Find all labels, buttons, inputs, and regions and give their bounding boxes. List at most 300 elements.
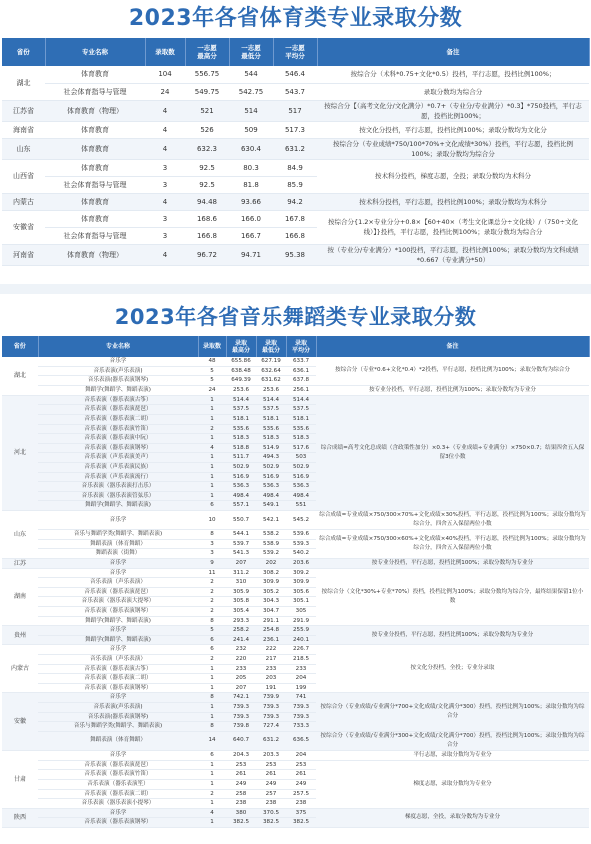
table-row — [2, 66, 589, 83]
note-cell: 按文化分投档，全投；专业分录取 — [316, 645, 589, 693]
note-cell: 梯度志愿，全投，录取分数均为专业分 — [316, 808, 589, 827]
min-score-cell: 727.4 — [256, 722, 286, 732]
max-score-cell: 539.7 — [226, 539, 256, 549]
min-score-cell: 549.1 — [256, 501, 286, 511]
province-cell: 安徽 — [2, 693, 38, 750]
min-score-cell: 542.75 — [229, 83, 273, 100]
min-score-cell: 81.8 — [229, 176, 273, 193]
max-score-cell: 649.39 — [226, 376, 256, 386]
note-cell: 按综合分（文化*30%+专业*70%）投档，投档比例为100%；录取分数均为综合分，最终结果保留1位小数 — [316, 568, 589, 626]
count-cell: 1 — [198, 414, 226, 424]
min-score-cell: 222 — [256, 645, 286, 655]
count-cell: 5 — [198, 626, 226, 636]
min-score-cell: 217 — [256, 655, 286, 665]
avg-score-cell: 94.2 — [273, 193, 317, 210]
avg-score-cell: 498.4 — [286, 491, 316, 501]
note-cell: 按专业分投档，平行志愿，投档比例100%；录取分数均为专业分 — [316, 626, 589, 645]
max-score-cell: 253 — [226, 760, 256, 770]
province-cell: 河南省 — [2, 244, 45, 265]
major-cell: 音乐表演（器乐表演琵琶） — [38, 587, 198, 597]
table-row — [2, 760, 589, 770]
min-score-cell: 631.62 — [256, 376, 286, 386]
avg-score-cell: 261 — [286, 770, 316, 780]
table-row — [2, 193, 589, 210]
province-cell: 湖北 — [2, 66, 45, 100]
major-cell: 体育教育 — [45, 138, 145, 159]
avg-score-cell: 309.9 — [286, 578, 316, 588]
major-cell: 体育教育（物理） — [45, 244, 145, 265]
province-cell: 海南省 — [2, 121, 45, 138]
max-score-cell: 311.2 — [226, 568, 256, 578]
max-score-cell: 232 — [226, 645, 256, 655]
avg-score-cell: 226.7 — [286, 645, 316, 655]
avg-score-cell: 739.3 — [286, 703, 316, 713]
min-score-cell: 304.3 — [256, 597, 286, 607]
min-score-cell: 632.64 — [256, 366, 286, 376]
table-row — [2, 83, 589, 100]
count-cell: 2 — [198, 789, 226, 799]
major-cell: 音乐表演（器乐表演二胡） — [38, 414, 198, 424]
max-score-cell: 305.8 — [226, 597, 256, 607]
header-province: 省份 — [2, 38, 45, 66]
max-score-cell: 556.75 — [185, 66, 229, 83]
max-score-cell: 261 — [226, 770, 256, 780]
note-cell: 综合成绩=专业成绩×750/300×60%+文化成绩×40%投档，平行志愿，投档比例为100%；录取分数均为综合分，四舍五入保留两位小数 — [316, 529, 589, 558]
major-cell: 音乐表演（器乐表演琵琶） — [38, 760, 198, 770]
major-cell: 音乐表演（器乐表演打击乐） — [38, 482, 198, 492]
count-cell: 4 — [145, 244, 185, 265]
avg-score-cell: 382.5 — [286, 818, 316, 828]
avg-score-cell: 85.9 — [273, 176, 317, 193]
note-cell: 综合成绩=高考文化总成绩（含政策性加分）×0.3+（专业成绩÷专业满分）×750×0.7；结果四舍五入保留3位小数 — [316, 395, 589, 510]
max-score-cell: 544.1 — [226, 529, 256, 539]
avg-score-cell: 636.1 — [286, 366, 316, 376]
count-cell: 1 — [198, 760, 226, 770]
table1-title: 2023年各省体育类专业录取分数 — [128, 6, 463, 31]
min-score-cell: 539.2 — [256, 549, 286, 559]
major-cell: 音乐表演（器乐表演小提琴） — [38, 799, 198, 809]
min-score-cell: 166.0 — [229, 210, 273, 227]
count-cell: 2 — [198, 424, 226, 434]
count-cell: 2 — [198, 597, 226, 607]
avg-score-cell: 518.3 — [286, 434, 316, 444]
max-score-cell: 94.48 — [185, 193, 229, 210]
min-score-cell: 305.2 — [256, 587, 286, 597]
min-score-cell: 535.6 — [256, 424, 286, 434]
major-cell: 音乐表演(声乐表演) — [38, 703, 198, 713]
min-score-cell: 627.19 — [256, 357, 286, 366]
max-score-cell: 380 — [226, 808, 256, 818]
avg-score-cell: 240.1 — [286, 635, 316, 645]
major-cell: 音乐表演（器乐表演管弦乐） — [38, 491, 198, 501]
max-score-cell: 557.1 — [226, 501, 256, 511]
avg-score-cell: 733.3 — [286, 722, 316, 732]
note-cell: 综合成绩=专业成绩×750/300×70%+文化成绩×30%投档，平行志愿，投档比例为100%；录取分数均为综合分，四舍五入保留两位小数 — [316, 510, 589, 529]
count-cell: 6 — [198, 635, 226, 645]
major-cell: 音乐表演（器乐表演钢琴） — [38, 683, 198, 693]
table-row — [2, 395, 589, 405]
province-cell: 内蒙古 — [2, 645, 38, 693]
count-cell: 1 — [198, 491, 226, 501]
major-cell: 社会体育指导与管理 — [45, 83, 145, 100]
major-cell: 舞蹈学(舞蹈学、舞蹈表演) — [38, 635, 198, 645]
major-cell: 舞蹈学(舞蹈学、舞蹈表演) — [38, 385, 198, 395]
count-cell: 3 — [145, 210, 185, 227]
header-min-score: 录取 最低分 — [256, 336, 286, 357]
max-score-cell: 739.8 — [226, 722, 256, 732]
max-score-cell: 518.8 — [226, 443, 256, 453]
count-cell: 4 — [198, 443, 226, 453]
min-score-cell: 538.2 — [256, 529, 286, 539]
major-cell: 音乐与舞蹈学类(舞蹈学、舞蹈表演) — [38, 722, 198, 732]
province-cell: 江苏 — [2, 558, 38, 568]
max-score-cell: 96.72 — [185, 244, 229, 265]
avg-score-cell: 741 — [286, 693, 316, 703]
max-score-cell: 382.5 — [226, 818, 256, 828]
avg-score-cell: 203.6 — [286, 558, 316, 568]
province-cell: 安徽省 — [2, 210, 45, 244]
major-cell: 音乐学 — [38, 626, 198, 636]
header-min-score: 一志愿 最低分 — [229, 38, 273, 66]
major-cell: 舞蹈表演（体育舞蹈） — [38, 731, 198, 750]
table-row — [2, 529, 589, 539]
count-cell: 1 — [198, 453, 226, 463]
min-score-cell: 304.7 — [256, 607, 286, 617]
major-cell: 音乐表演（声乐表演） — [38, 578, 198, 588]
min-score-cell: 382.5 — [256, 818, 286, 828]
avg-score-cell: 375 — [286, 808, 316, 818]
note-cell: 按综合分（专业成绩/专业满分*300+文化成绩/文化满分*700）投档，投档比例为100%；录取分数均为综合分 — [316, 731, 589, 750]
max-score-cell: 238 — [226, 799, 256, 809]
max-score-cell: 739.3 — [226, 703, 256, 713]
max-score-cell: 638.48 — [226, 366, 256, 376]
note-cell: 按专业分投档，平行志愿，投档比例为100%；录取分数均为专业分 — [316, 385, 589, 395]
min-score-cell: 236.1 — [256, 635, 286, 645]
table-row — [2, 645, 589, 655]
major-cell: 音乐表演(器乐表演钢琴) — [38, 376, 198, 386]
avg-score-cell: 636.5 — [286, 731, 316, 750]
header-major: 专业名称 — [45, 38, 145, 66]
max-score-cell: 305.9 — [226, 587, 256, 597]
table-row — [2, 210, 589, 227]
count-cell: 1 — [198, 712, 226, 722]
header-max-score: 一志愿 最高分 — [185, 38, 229, 66]
min-score-cell: 739.9 — [256, 693, 286, 703]
count-cell: 2 — [198, 578, 226, 588]
count-cell: 1 — [198, 683, 226, 693]
count-cell: 1 — [198, 405, 226, 415]
max-score-cell: 536.3 — [226, 482, 256, 492]
count-cell: 4 — [145, 121, 185, 138]
min-score-cell: 494.3 — [256, 453, 286, 463]
avg-score-cell: 545.2 — [286, 510, 316, 529]
header-note: 备注 — [316, 336, 589, 357]
avg-score-cell: 539.6 — [286, 529, 316, 539]
min-score-cell: 518.3 — [256, 434, 286, 444]
max-score-cell: 516.9 — [226, 472, 256, 482]
avg-score-cell: 514.4 — [286, 395, 316, 405]
avg-score-cell: 516.9 — [286, 472, 316, 482]
major-cell: 音乐与舞蹈学类(舞蹈学、舞蹈表演) — [38, 529, 198, 539]
province-cell: 江苏省 — [2, 100, 45, 121]
major-cell: 音乐学 — [38, 558, 198, 568]
table-row — [2, 750, 589, 760]
province-cell: 陕西 — [2, 808, 38, 827]
max-score-cell: 166.8 — [185, 227, 229, 244]
note-cell: 按文化分投档，平行志愿，投档比例100%；录取分数均为文化分 — [317, 121, 589, 138]
min-score-cell: 537.5 — [256, 405, 286, 415]
note-cell: 按综合分【（高考文化分/文化满分）*0.7+（专业分/专业满分）*0.3】*750投档，平行志愿，投档比例100%； — [317, 100, 589, 121]
major-cell: 舞蹈表演（体育舞蹈） — [38, 539, 198, 549]
major-cell: 体育教育（物理） — [45, 100, 145, 121]
count-cell: 104 — [145, 66, 185, 83]
count-cell: 48 — [198, 357, 226, 366]
min-score-cell: 536.3 — [256, 482, 286, 492]
min-score-cell: 254.8 — [256, 626, 286, 636]
major-cell: 音乐表演（声乐表演民族） — [38, 462, 198, 472]
note-cell: 按（专业分/专业满分）*100投档，平行志愿，投档比例100%；录取分数均为文科成绩*0.667（专业满分*50） — [317, 244, 589, 265]
header-avg-score: 一志愿 平均分 — [273, 38, 317, 66]
avg-score-cell: 166.8 — [273, 227, 317, 244]
avg-score-cell: 249 — [286, 779, 316, 789]
count-cell: 8 — [198, 616, 226, 626]
province-cell: 内蒙古 — [2, 193, 45, 210]
count-cell: 6 — [198, 501, 226, 511]
avg-score-cell: 543.7 — [273, 83, 317, 100]
max-score-cell: 310 — [226, 578, 256, 588]
table-row — [2, 138, 589, 159]
section-divider — [0, 284, 591, 294]
major-cell: 舞蹈表演（街舞） — [38, 549, 198, 559]
min-score-cell: 203.3 — [256, 750, 286, 760]
count-cell: 9 — [198, 558, 226, 568]
avg-score-cell: 535.6 — [286, 424, 316, 434]
min-score-cell: 94.71 — [229, 244, 273, 265]
min-score-cell: 516.9 — [256, 472, 286, 482]
max-score-cell: 518.1 — [226, 414, 256, 424]
header-note: 备注 — [317, 38, 589, 66]
header-max-score: 录取 最高分 — [226, 336, 256, 357]
max-score-cell: 526 — [185, 121, 229, 138]
max-score-cell: 502.9 — [226, 462, 256, 472]
min-score-cell: 233 — [256, 664, 286, 674]
table-row — [2, 100, 589, 121]
count-cell: 1 — [198, 462, 226, 472]
note-cell: 按综合分（专业*0.6+文化*0.4）*2投档，平行志愿，投档比例为100%；录取分数均为综合分 — [316, 357, 589, 385]
province-cell: 山西省 — [2, 159, 45, 193]
table1-header-row — [2, 38, 589, 66]
min-score-cell: 257 — [256, 789, 286, 799]
note-cell: 按综合分{1.2×专业分分+0.8×【60+40×（考生文化课总分÷文化线）/（750÷文化线）】}投档，平行志愿，投档比例100%；录取分数均为综合分 — [317, 210, 589, 244]
major-cell: 音乐学 — [38, 568, 198, 578]
table-row — [2, 357, 589, 366]
max-score-cell: 258 — [226, 789, 256, 799]
count-cell: 1 — [198, 472, 226, 482]
min-score-cell: 249 — [256, 779, 286, 789]
count-cell: 11 — [198, 568, 226, 578]
sports-admission-table — [2, 38, 590, 266]
count-cell: 3 — [198, 539, 226, 549]
avg-score-cell: 517 — [273, 100, 317, 121]
major-cell: 音乐学 — [38, 645, 198, 655]
count-cell: 4 — [198, 808, 226, 818]
count-cell: 1 — [198, 703, 226, 713]
province-cell: 河北 — [2, 395, 38, 510]
header-avg-score: 录取 平均分 — [286, 336, 316, 357]
table-row — [2, 808, 589, 818]
min-score-cell: 514 — [229, 100, 273, 121]
note-cell: 梯度志愿，录取分数均为专业分 — [316, 760, 589, 808]
count-cell: 6 — [198, 645, 226, 655]
min-score-cell: 538.9 — [256, 539, 286, 549]
province-cell: 山东 — [2, 138, 45, 159]
major-cell: 音乐表演(声乐表演) — [38, 366, 198, 376]
min-score-cell: 542.1 — [256, 510, 286, 529]
province-cell: 湖北 — [2, 357, 38, 395]
major-cell: 体育教育 — [45, 121, 145, 138]
major-cell: 体育教育 — [45, 193, 145, 210]
max-score-cell: 253.6 — [226, 385, 256, 395]
min-score-cell: 253 — [256, 760, 286, 770]
note-cell: 按术科分投档，梯度志愿，全投；录取分数均为术科分 — [317, 159, 589, 193]
avg-score-cell: 305.6 — [286, 587, 316, 597]
table2-title: 2023年各省音乐舞蹈类专业录取分数 — [114, 305, 477, 329]
count-cell: 4 — [145, 138, 185, 159]
music-dance-admission-table — [2, 336, 590, 828]
min-score-cell: 739.3 — [256, 712, 286, 722]
count-cell: 4 — [145, 193, 185, 210]
avg-score-cell: 633.7 — [286, 357, 316, 366]
major-cell: 音乐表演（器乐表演琵琶） — [38, 405, 198, 415]
major-cell: 体育教育 — [45, 159, 145, 176]
avg-score-cell: 204 — [286, 750, 316, 760]
avg-score-cell: 503 — [286, 453, 316, 463]
max-score-cell: 168.6 — [185, 210, 229, 227]
max-score-cell: 233 — [226, 664, 256, 674]
avg-score-cell: 637.8 — [286, 376, 316, 386]
major-cell: 音乐表演（器乐表演钢琴） — [38, 607, 198, 617]
min-score-cell: 238 — [256, 799, 286, 809]
major-cell: 社会体育指导与管理 — [45, 176, 145, 193]
major-cell: 音乐表演（声乐表演流行） — [38, 472, 198, 482]
max-score-cell: 305.4 — [226, 607, 256, 617]
max-score-cell: 205 — [226, 674, 256, 684]
avg-score-cell: 739.3 — [286, 712, 316, 722]
count-cell: 10 — [198, 510, 226, 529]
avg-score-cell: 238 — [286, 799, 316, 809]
count-cell: 3 — [198, 549, 226, 559]
avg-score-cell: 253 — [286, 760, 316, 770]
note-cell: 按综合分（专业成绩*750/100*70%+文化成绩*30%）投档，平行志愿，投档比例100%；录取分数均为综合分 — [317, 138, 589, 159]
major-cell: 音乐表演（器乐表演大提琴） — [38, 597, 198, 607]
note-cell: 按综合分（术科*0.75+文化*0.5）投档，平行志愿，投档比例100%； — [317, 66, 589, 83]
major-cell: 音乐表演（器乐表演笙） — [38, 779, 198, 789]
major-cell: 社会体育指导与管理 — [45, 227, 145, 244]
max-score-cell: 549.75 — [185, 83, 229, 100]
count-cell: 24 — [145, 83, 185, 100]
major-cell: 音乐表演（器乐表演钢琴） — [38, 443, 198, 453]
max-score-cell: 204.3 — [226, 750, 256, 760]
avg-score-cell: 204 — [286, 674, 316, 684]
max-score-cell: 655.86 — [226, 357, 256, 366]
max-score-cell: 293.3 — [226, 616, 256, 626]
count-cell: 5 — [198, 376, 226, 386]
min-score-cell: 514.9 — [256, 443, 286, 453]
min-score-cell: 370.5 — [256, 808, 286, 818]
major-cell: 音乐表演（器乐表演中阮） — [38, 434, 198, 444]
avg-score-cell: 502.9 — [286, 462, 316, 472]
max-score-cell: 550.7 — [226, 510, 256, 529]
min-score-cell: 498.4 — [256, 491, 286, 501]
max-score-cell: 632.3 — [185, 138, 229, 159]
max-score-cell: 535.6 — [226, 424, 256, 434]
note-cell: 按综合分（专业成绩/专业满分*700+文化成绩/文化满分*300）投档，投档比例为100%；录取分数均为综合分 — [316, 693, 589, 731]
avg-score-cell: 291.9 — [286, 616, 316, 626]
table-row — [2, 121, 589, 138]
max-score-cell: 498.4 — [226, 491, 256, 501]
min-score-cell: 739.3 — [256, 703, 286, 713]
major-cell: 音乐表演（声乐表演） — [38, 655, 198, 665]
count-cell: 1 — [198, 664, 226, 674]
max-score-cell: 640.7 — [226, 731, 256, 750]
major-cell: 体育教育 — [45, 210, 145, 227]
major-cell: 音乐表演（器乐表演竹笛） — [38, 424, 198, 434]
min-score-cell: 253.6 — [256, 385, 286, 395]
province-cell: 甘肃 — [2, 750, 38, 808]
table-row — [2, 568, 589, 578]
avg-score-cell: 84.9 — [273, 159, 317, 176]
major-cell: 音乐表演（器乐表演古筝） — [38, 395, 198, 405]
avg-score-cell: 518.1 — [286, 414, 316, 424]
count-cell: 2 — [198, 587, 226, 597]
min-score-cell: 502.9 — [256, 462, 286, 472]
count-cell: 6 — [198, 750, 226, 760]
min-score-cell: 191 — [256, 683, 286, 693]
max-score-cell: 207 — [226, 558, 256, 568]
avg-score-cell: 517.6 — [286, 443, 316, 453]
count-cell: 14 — [198, 731, 226, 750]
table-row — [2, 693, 589, 703]
major-cell: 音乐表演（器乐表演竹笛） — [38, 770, 198, 780]
min-score-cell: 514.4 — [256, 395, 286, 405]
count-cell: 1 — [198, 434, 226, 444]
min-score-cell: 261 — [256, 770, 286, 780]
avg-score-cell: 305 — [286, 607, 316, 617]
header-major: 专业名称 — [38, 336, 198, 357]
major-cell: 音乐表演（器乐表演二胡） — [38, 674, 198, 684]
major-cell: 音乐学 — [38, 357, 198, 366]
max-score-cell: 541.3 — [226, 549, 256, 559]
header-count: 录取数 — [198, 336, 226, 357]
avg-score-cell: 199 — [286, 683, 316, 693]
min-score-cell: 291.1 — [256, 616, 286, 626]
avg-score-cell: 540.2 — [286, 549, 316, 559]
max-score-cell: 739.3 — [226, 712, 256, 722]
table-row — [2, 626, 589, 636]
major-cell: 音乐学 — [38, 510, 198, 529]
major-cell: 舞蹈学(舞蹈学、舞蹈表演) — [38, 616, 198, 626]
avg-score-cell: 218.5 — [286, 655, 316, 665]
avg-score-cell: 257.5 — [286, 789, 316, 799]
max-score-cell: 521 — [185, 100, 229, 121]
note-cell: 按术科分投档，平行志愿，投档比例100%；录取分数均为术科分 — [317, 193, 589, 210]
major-cell: 音乐表演(器乐表演钢琴) — [38, 712, 198, 722]
table-row — [2, 731, 589, 750]
avg-score-cell: 536.3 — [286, 482, 316, 492]
count-cell: 2 — [198, 607, 226, 617]
note-cell: 平行志愿，录取分数均为专业分 — [316, 750, 589, 760]
max-score-cell: 518.3 — [226, 434, 256, 444]
